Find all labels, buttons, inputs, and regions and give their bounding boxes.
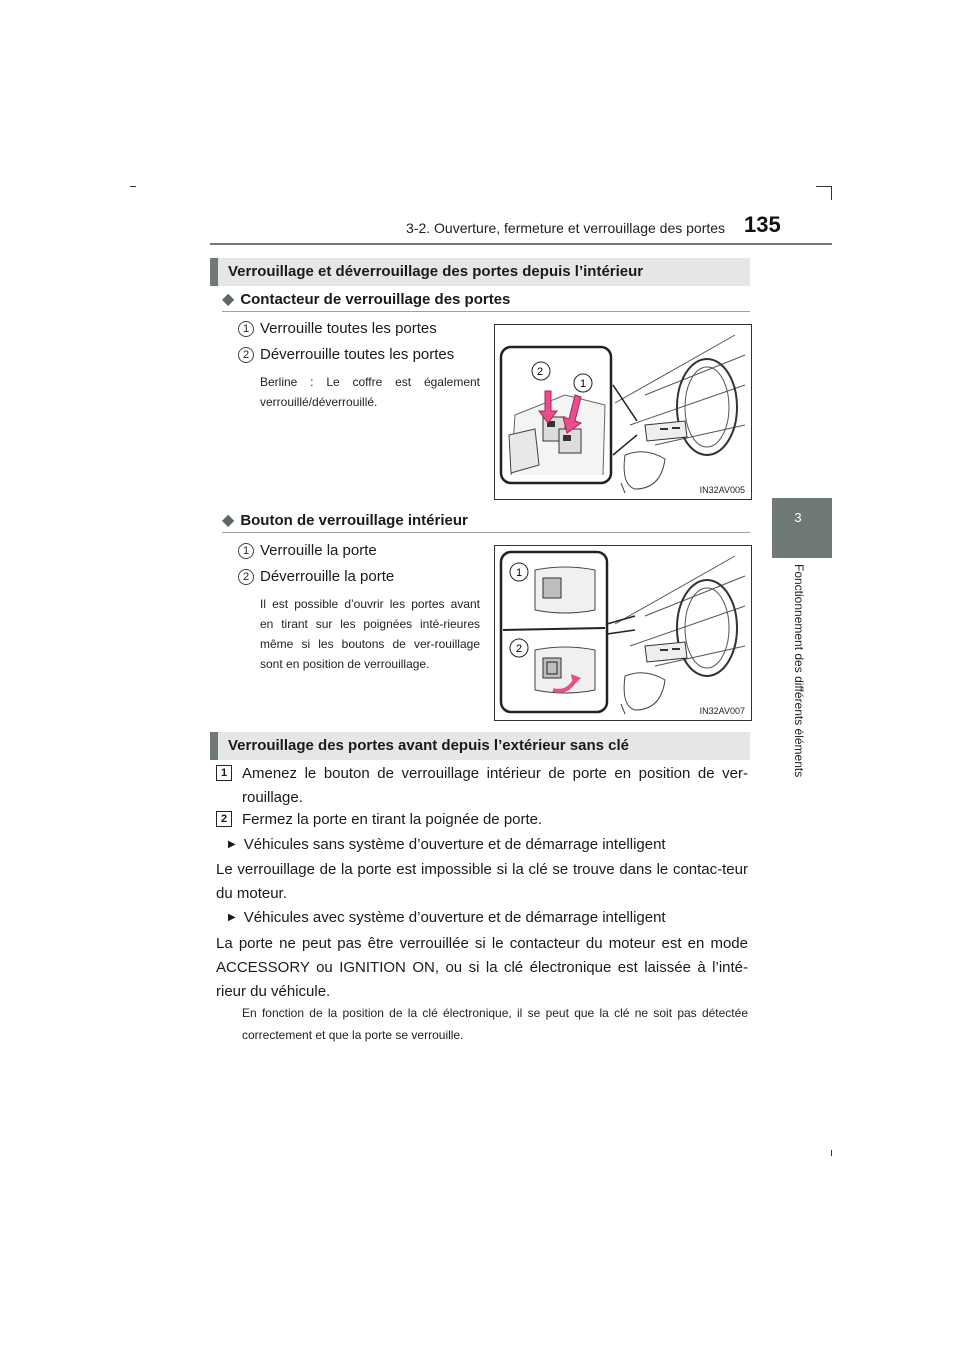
header-rule <box>210 243 832 245</box>
item-number: 2 <box>238 569 254 585</box>
subsection-title: ◆ Bouton de verrouillage intérieur <box>222 512 468 529</box>
item-note: Berline : Le coffre est également verrouillé/déverrouillé. <box>260 375 480 409</box>
figure-code: IN32AV005 <box>699 485 745 495</box>
step-number: 1 <box>216 765 232 781</box>
figure-door-lock-switch <box>494 324 752 500</box>
crop-mark <box>831 186 832 200</box>
section-title: Verrouillage et déverrouillage des portes depuis l’intérieur <box>210 258 750 286</box>
callout-number: 2 <box>516 643 523 655</box>
item-text: Verrouille la porte <box>260 542 377 559</box>
crop-mark <box>831 1150 832 1156</box>
inside-lock-button-illustration <box>495 546 751 720</box>
callout-number: 1 <box>516 567 523 579</box>
subsection-rule <box>222 532 750 533</box>
item-text: Verrouille toutes les portes <box>260 320 437 337</box>
body-paragraph: Le verrouillage de la porte est impossible si la clé se trouve dans le contac-teur du moteur. <box>216 861 748 902</box>
figure-inside-lock-button <box>494 545 752 721</box>
triangle-bullet-icon: ▶ <box>228 912 236 923</box>
step-number: 2 <box>216 811 232 827</box>
page-number: 135 <box>744 212 781 237</box>
running-header: 3-2. Ouverture, fermeture et verrouillage des portes <box>406 220 726 236</box>
triangle-bullet-icon: ▶ <box>228 839 236 850</box>
subsection-rule <box>222 311 750 312</box>
step-text: Amenez le bouton de verrouillage intérieur de porte en position de ver-rouillage. <box>242 765 748 806</box>
footnote: En fonction de la position de la clé électronique, il se peut que la clé ne soit pas détectée correctement et que la porte se verrouille. <box>242 1006 748 1042</box>
crop-mark <box>816 186 832 187</box>
item-text: Déverrouille toutes les portes <box>260 346 455 363</box>
diamond-icon: ◆ <box>222 291 235 308</box>
chapter-number: 3 <box>794 510 802 525</box>
subsection-title: ◆ Contacteur de verrouillage des portes <box>222 291 511 308</box>
callout-number: 2 <box>537 366 544 378</box>
item-note: Il est possible d’ouvrir les portes avant en tirant sur les poignées inté-rieures même si les boutons de ver-rouillage sont en position de verrouillage. <box>260 597 480 671</box>
door-lock-switch-illustration <box>495 325 751 499</box>
callout-number: 1 <box>580 378 587 390</box>
item-number: 1 <box>238 543 254 559</box>
condition-bullet: ▶ Véhicules avec système d’ouverture et de démarrage intelligent <box>228 909 666 926</box>
item-text: Déverrouille la porte <box>260 568 395 585</box>
step-text: Fermez la porte en tirant la poignée de porte. <box>242 811 543 828</box>
item-number: 2 <box>238 347 254 363</box>
item-number: 1 <box>238 321 254 337</box>
chapter-label: Fonctionnement des différents éléments <box>792 564 806 778</box>
body-paragraph: La porte ne peut pas être verrouillée si le contacteur du moteur est en mode ACCESSORY ou IGNITION ON, ou si la clé électronique est laissée à l’inté-rieur du véhicule. <box>216 935 748 1000</box>
diamond-icon: ◆ <box>222 512 235 529</box>
crop-mark <box>130 186 136 187</box>
section-title: Verrouillage des portes avant depuis l’extérieur sans clé <box>210 732 750 760</box>
condition-bullet: ▶ Véhicules sans système d’ouverture et de démarrage intelligent <box>228 836 666 853</box>
chapter-tab <box>772 498 832 558</box>
figure-code: IN32AV007 <box>699 706 745 716</box>
